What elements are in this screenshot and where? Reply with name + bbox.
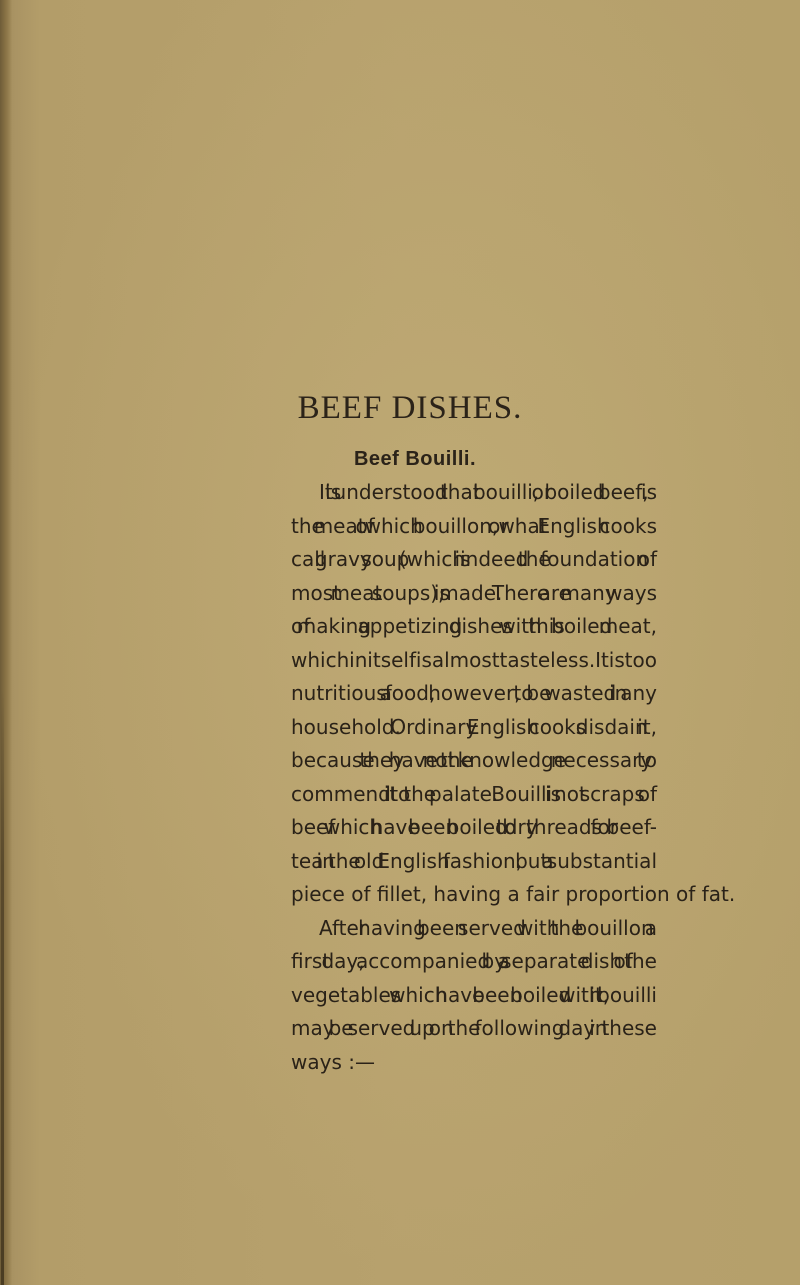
text-line: first day, accompanied by a separate dish of the — [291, 949, 657, 973]
paragraph-1 — [263, 476, 736, 912]
recipe-title: Beef Bouilli. — [353, 448, 477, 470]
text-line: because they have not the knowledge necessary to — [291, 748, 657, 772]
text-line: tea in the old English fashion, but a substantial — [291, 848, 657, 873]
text-line: may be served up on the following day in these — [291, 1016, 657, 1040]
body-text — [263, 476, 736, 1079]
text-line: household. Ordinary English cooks disdain it, — [291, 714, 657, 739]
text-line: ways :— — [291, 1049, 375, 1074]
text-line: call gravy soup (which is indeed the foundation of — [291, 547, 657, 571]
chapter-heading: BEEF DISHES. — [297, 390, 523, 426]
text-line: the meat of which bouillon, or what English cooks — [291, 513, 657, 538]
text-line: most meat soups), is made. There are many ways — [291, 580, 657, 605]
text-line: of making appetizing dishes with this boiled meat, — [291, 614, 657, 638]
text-line: It is understood that bouilli, or boiled beef, is — [319, 480, 657, 504]
text-line: which in itself is almost tasteless. It is too — [291, 647, 657, 672]
text-line: piece of fillet, having a fair proportion of fat. — [291, 882, 736, 906]
text-line: commend it to the palate. Bouilli is not scraps of — [291, 781, 657, 806]
text-line: vegetables which have been boiled with it, bouilli — [291, 982, 657, 1007]
text-line: beef which have been boiled to dry threads for beef- — [291, 815, 657, 839]
binding-edge — [1, 690, 4, 1285]
text-line: nutritious a food, however, to be wasted in any — [291, 681, 657, 705]
paragraph-2 — [263, 912, 657, 1080]
text-line: After having been served with the bouillon a — [319, 915, 658, 940]
